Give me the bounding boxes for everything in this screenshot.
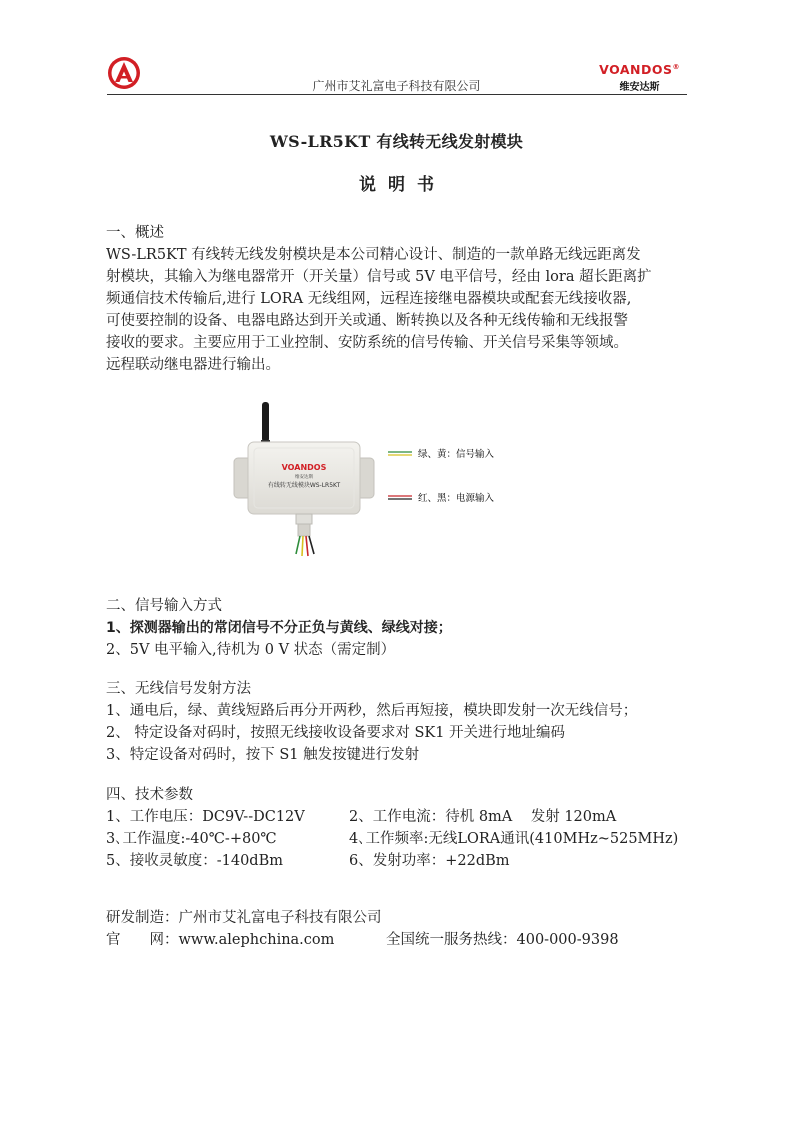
overview-paragraph (106, 244, 686, 376)
overview-line: 可使要控制的设备、电器电路达到开关或通、断转换以及各种无线传输和无线报警 (106, 313, 628, 329)
param-cell: 1、工作电压：DC9V--DC12V (106, 809, 305, 825)
document-title: WS-LR5KT 有线转无线发射模块 (269, 132, 524, 151)
footer-maker: 研发制造：广州市艾礼富电子科技有限公司 (106, 910, 382, 926)
param-cell: 5、接收灵敏度：-140dBm (106, 853, 283, 869)
brand-name-en: VOANDOS (599, 62, 673, 77)
overview-line: WS-LR5KT 有线转无线发射模块是本公司精心设计、制造的一款单路无线远距离发 (106, 247, 641, 263)
wire-label-power: 红、黑：电源输入 (418, 493, 495, 504)
section-tech-params (106, 784, 686, 872)
registered-mark: ® (672, 62, 680, 71)
device-brand-cn: 维安达斯 (295, 475, 313, 480)
param-row (106, 850, 686, 872)
cable-gland (296, 514, 312, 524)
section-tech-heading: 四、技术参数 (106, 787, 193, 803)
header-divider (107, 94, 687, 95)
footer-hotline: 全国统一服务热线：400-000-9398 (386, 932, 619, 948)
device-label: 有线转无线模块WS-LR5KT (267, 482, 341, 489)
param-row (106, 828, 686, 850)
footer-website: 官 网：www.alephchina.com (106, 932, 335, 948)
overview-line: 接收的要求。主要应用于工业控制、安防系统的信号传输、开关信号采集等领域。 (106, 335, 628, 351)
param-cell: 2、工作电流：待机 8mA 发射 120mA (349, 809, 617, 825)
antenna (262, 402, 269, 442)
document-subtitle: 说明书 (359, 175, 446, 195)
section-transmit-heading: 三、无线信号发射方法 (106, 681, 251, 697)
wire-label-signal: 绿、黄：信号输入 (418, 449, 495, 460)
param-cell: 4､工作频率:无线LORA通讯(410MHz~525MHz) (349, 831, 679, 847)
transmit-item: 1、通电后，绿、黄线短路后再分开两秒，然后再短接，模块即发射一次无线信号； (106, 703, 638, 719)
transmit-item: 2、 特定设备对码时，按照无线接收设备要求对 SK1 开关进行地址编码 (106, 725, 566, 741)
param-cell: 6、发射功率：+22dBm (349, 853, 510, 869)
param-cell: 3､工作温度:-40℃-+80℃ (106, 831, 277, 847)
signal-input-item-2: 2、5V 电平输入,待机为 0 V 状态（需定制） (106, 642, 396, 658)
footer (106, 907, 686, 951)
overview-line: 射模块，其输入为继电器常开（开关量）信号或 5V 电平信号，经由 lora 超长距离扩 (106, 269, 652, 285)
section-signal-input-heading: 二、信号输入方式 (106, 598, 222, 614)
section-transmit-method (106, 678, 686, 766)
header-company-name: 广州市艾礼富电子科技有限公司 (312, 79, 481, 93)
signal-input-item-1: 1、探测器输出的常闭信号不分正负与黄线、绿线对接； (106, 620, 452, 636)
param-row (106, 806, 686, 828)
overview-line: 频通信技术传输后,进行 LORA 无线组网，远程连接继电器模块或配套无线接收器, (106, 291, 632, 307)
product-figure (228, 398, 548, 568)
section-signal-input (106, 595, 686, 661)
transmit-item: 3、特定设备对码时，按下 S1 触发按键进行发射 (106, 747, 420, 763)
brand-logo (599, 62, 680, 93)
brand-name-cn: 维安达斯 (619, 82, 660, 93)
section-overview-heading: 一、概述 (106, 225, 164, 241)
device-brand: VOANDOS (281, 463, 327, 472)
overview-line: 远程联动继电器进行输出。 (106, 357, 280, 373)
